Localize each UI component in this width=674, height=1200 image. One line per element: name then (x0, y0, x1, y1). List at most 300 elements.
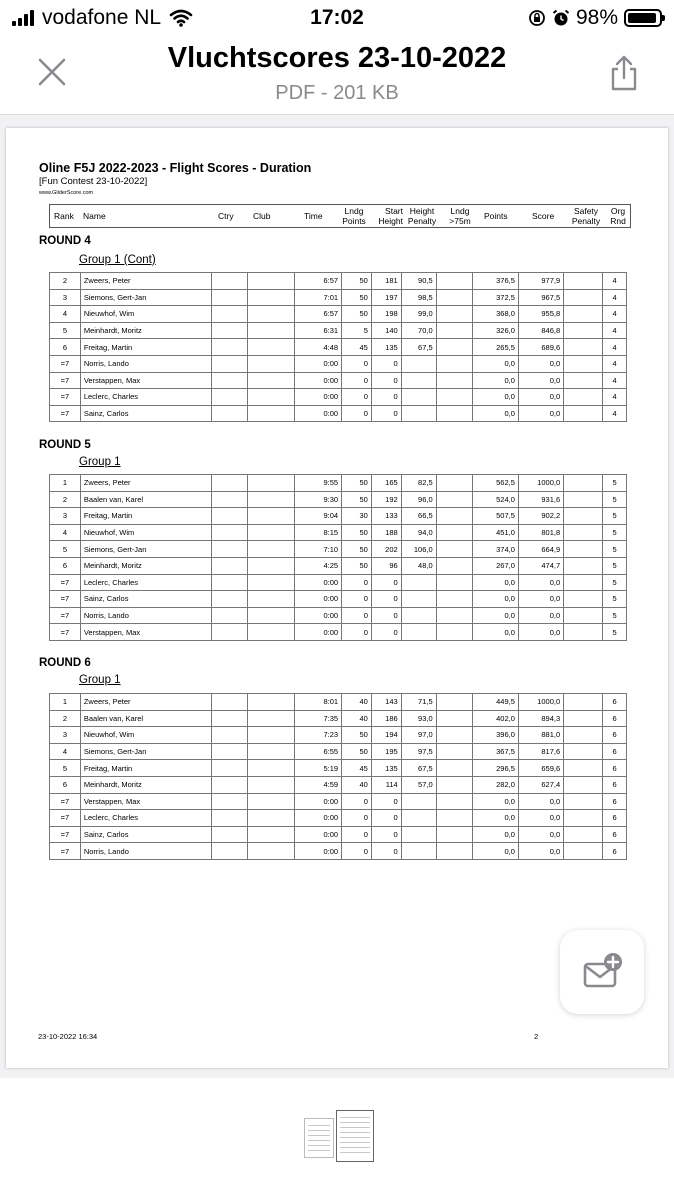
table-cell (248, 322, 294, 339)
table-cell (401, 826, 436, 843)
col-rank: Rank (54, 211, 74, 221)
table-cell (436, 591, 472, 608)
table-cell: 195 (371, 743, 401, 760)
table-cell (564, 372, 603, 389)
table-cell: 0,0 (472, 810, 518, 827)
table-cell: 5 (603, 491, 627, 508)
table-cell (564, 273, 603, 290)
table-row (50, 607, 627, 624)
page-thumbnail-bar (0, 1078, 674, 1200)
table-cell: 0:00 (294, 405, 341, 422)
table-row (50, 760, 627, 777)
round-5-table (49, 474, 627, 641)
table-cell (564, 306, 603, 323)
table-cell: 4:48 (294, 339, 341, 356)
pdf-page (6, 128, 668, 1068)
table-cell (436, 727, 472, 744)
table-cell: 96,0 (401, 491, 436, 508)
table-cell: 40 (342, 694, 372, 711)
table-cell: Norris, Lando (80, 355, 212, 372)
table-row (50, 475, 627, 492)
table-cell: 0 (371, 607, 401, 624)
col-start-height: Start Height (378, 206, 403, 226)
table-cell (436, 743, 472, 760)
table-row (50, 826, 627, 843)
table-cell (212, 624, 248, 641)
table-cell: 0 (371, 810, 401, 827)
table-cell: 5 (50, 760, 81, 777)
table-cell: 0,0 (518, 389, 563, 406)
table-cell: Leclerc, Charles (80, 574, 212, 591)
table-cell: 0 (342, 355, 372, 372)
table-cell: 0:00 (294, 607, 341, 624)
col-club: Club (253, 211, 271, 221)
table-cell: 9:55 (294, 475, 341, 492)
table-cell: Siemons, Gert-Jan (80, 289, 212, 306)
table-cell: Sainz, Carlos (80, 826, 212, 843)
table-cell: 6 (603, 826, 627, 843)
table-cell (564, 694, 603, 711)
table-cell (436, 389, 472, 406)
share-icon[interactable] (608, 54, 640, 92)
table-cell: 197 (371, 289, 401, 306)
table-cell (436, 306, 472, 323)
table-cell: 0,0 (518, 372, 563, 389)
table-cell (248, 776, 294, 793)
table-row (50, 810, 627, 827)
table-row (50, 541, 627, 558)
table-cell: 0 (342, 793, 372, 810)
table-cell: 0,0 (472, 607, 518, 624)
table-cell (564, 475, 603, 492)
table-cell: 0:00 (294, 826, 341, 843)
table-cell (564, 843, 603, 860)
table-cell (436, 322, 472, 339)
table-cell: 4 (603, 389, 627, 406)
table-cell: 0,0 (472, 389, 518, 406)
table-cell: 507,5 (472, 508, 518, 525)
table-cell (564, 541, 603, 558)
table-cell: Baalen van, Karel (80, 710, 212, 727)
table-row (50, 289, 627, 306)
table-cell: Norris, Lando (80, 843, 212, 860)
table-cell: 50 (342, 557, 372, 574)
table-cell: 202 (371, 541, 401, 558)
table-cell (212, 306, 248, 323)
table-cell (212, 793, 248, 810)
table-cell: 846,8 (518, 322, 563, 339)
table-cell (212, 339, 248, 356)
table-cell (212, 322, 248, 339)
table-cell: 6:55 (294, 743, 341, 760)
table-cell: 0,0 (518, 793, 563, 810)
table-cell (436, 760, 472, 777)
group-title: Group 1 (Cont) (79, 254, 156, 266)
table-cell: 0:00 (294, 574, 341, 591)
table-cell: 50 (342, 727, 372, 744)
table-cell: 82,5 (401, 475, 436, 492)
table-cell: 326,0 (472, 322, 518, 339)
table-row (50, 624, 627, 641)
table-cell: 0,0 (472, 793, 518, 810)
table-row (50, 372, 627, 389)
table-cell (212, 355, 248, 372)
markup-button[interactable] (560, 930, 644, 1014)
table-cell (212, 607, 248, 624)
table-cell: 689,6 (518, 339, 563, 356)
table-cell (564, 491, 603, 508)
table-cell: 1 (50, 475, 81, 492)
table-cell: 368,0 (472, 306, 518, 323)
table-row (50, 339, 627, 356)
website: www.GliderScore.com (39, 190, 94, 196)
table-cell: 0,0 (472, 591, 518, 608)
envelope-plus-icon (582, 952, 624, 992)
table-cell (564, 508, 603, 525)
round-4-table (49, 272, 627, 422)
table-cell (248, 710, 294, 727)
table-cell (436, 405, 472, 422)
table-cell: =7 (50, 574, 81, 591)
table-cell: 5 (50, 541, 81, 558)
group-title: Group 1 (79, 674, 121, 686)
col-name: Name (83, 211, 106, 221)
table-cell (248, 591, 294, 608)
table-cell: 376,5 (472, 273, 518, 290)
table-cell (248, 843, 294, 860)
table-cell (564, 524, 603, 541)
table-cell: =7 (50, 355, 81, 372)
table-cell: 0 (371, 843, 401, 860)
table-cell: 265,5 (472, 339, 518, 356)
table-cell (401, 810, 436, 827)
table-cell: 0,0 (518, 624, 563, 641)
table-cell: Nieuwhof, Wim (80, 306, 212, 323)
table-row (50, 355, 627, 372)
table-cell: 6:57 (294, 273, 341, 290)
table-cell (248, 273, 294, 290)
table-cell: 267,0 (472, 557, 518, 574)
table-cell: 4 (603, 289, 627, 306)
table-cell: 133 (371, 508, 401, 525)
table-row (50, 793, 627, 810)
table-cell (212, 826, 248, 843)
table-cell: 0,0 (518, 405, 563, 422)
table-cell (212, 574, 248, 591)
table-row (50, 273, 627, 290)
table-cell (564, 743, 603, 760)
document-title: Vluchtscores 23-10-2022 (167, 42, 507, 74)
table-cell: 192 (371, 491, 401, 508)
battery-icon (624, 9, 662, 27)
table-cell: 402,0 (472, 710, 518, 727)
table-cell: =7 (50, 624, 81, 641)
table-cell (212, 389, 248, 406)
table-cell: 194 (371, 727, 401, 744)
table-cell (436, 694, 472, 711)
table-cell: 0 (342, 372, 372, 389)
table-cell: 0 (342, 574, 372, 591)
table-cell: 6 (603, 760, 627, 777)
table-cell: 0 (371, 405, 401, 422)
table-cell: 50 (342, 273, 372, 290)
table-cell: 801,8 (518, 524, 563, 541)
table-cell: 5:19 (294, 760, 341, 777)
table-cell: 0,0 (472, 624, 518, 641)
table-cell: 94,0 (401, 524, 436, 541)
table-cell (212, 524, 248, 541)
table-cell (248, 289, 294, 306)
table-cell (212, 776, 248, 793)
table-cell: 98,5 (401, 289, 436, 306)
table-cell (564, 322, 603, 339)
status-time: 17:02 (310, 6, 364, 29)
table-cell: 0 (342, 843, 372, 860)
table-cell (436, 524, 472, 541)
table-row (50, 776, 627, 793)
table-cell: 143 (371, 694, 401, 711)
table-cell: 0 (371, 372, 401, 389)
table-cell: 1000,0 (518, 694, 563, 711)
table-cell (212, 694, 248, 711)
table-cell: =7 (50, 607, 81, 624)
table-cell: 5 (603, 508, 627, 525)
table-cell (564, 810, 603, 827)
table-cell: 0 (371, 793, 401, 810)
table-cell (248, 624, 294, 641)
round-title: ROUND 5 (39, 439, 91, 451)
table-cell (436, 624, 472, 641)
table-cell: Baalen van, Karel (80, 491, 212, 508)
table-cell: 135 (371, 760, 401, 777)
table-cell: 0 (371, 389, 401, 406)
table-cell: 6 (50, 557, 81, 574)
table-cell: 0,0 (472, 843, 518, 860)
table-cell: 0:00 (294, 372, 341, 389)
table-cell (401, 591, 436, 608)
col-lndg-points: Lndg Points (342, 206, 366, 226)
table-cell: Freitag, Martin (80, 508, 212, 525)
table-cell: 955,8 (518, 306, 563, 323)
table-cell: 50 (342, 524, 372, 541)
table-cell: 99,0 (401, 306, 436, 323)
col-ctry: Ctry (218, 211, 234, 221)
table-cell: 45 (342, 339, 372, 356)
table-cell (401, 389, 436, 406)
table-cell: 97,5 (401, 743, 436, 760)
table-cell: 4 (603, 322, 627, 339)
col-lndg-75m: Lndg >75m (449, 206, 471, 226)
table-cell: 449,5 (472, 694, 518, 711)
table-cell: =7 (50, 826, 81, 843)
table-cell (436, 339, 472, 356)
table-cell: 0,0 (518, 810, 563, 827)
table-cell: 6 (603, 710, 627, 727)
table-row (50, 405, 627, 422)
table-cell (401, 793, 436, 810)
table-row (50, 710, 627, 727)
table-cell (212, 810, 248, 827)
table-cell: 0:00 (294, 843, 341, 860)
table-cell: 96 (371, 557, 401, 574)
table-row (50, 322, 627, 339)
table-cell (436, 793, 472, 810)
table-cell: 50 (342, 475, 372, 492)
table-cell: 474,7 (518, 557, 563, 574)
table-cell (436, 810, 472, 827)
table-cell: 93,0 (401, 710, 436, 727)
table-cell: 30 (342, 508, 372, 525)
table-cell: 7:01 (294, 289, 341, 306)
table-cell: 6 (603, 694, 627, 711)
table-cell: 67,5 (401, 760, 436, 777)
table-cell: =7 (50, 591, 81, 608)
table-cell: 0 (342, 607, 372, 624)
table-cell (248, 508, 294, 525)
table-cell: 894,3 (518, 710, 563, 727)
table-cell: Meinhardt, Moritz (80, 776, 212, 793)
table-cell: 282,0 (472, 776, 518, 793)
table-cell: 9:04 (294, 508, 341, 525)
table-cell (212, 289, 248, 306)
table-cell: 4 (50, 524, 81, 541)
table-cell: Verstappen, Max (80, 624, 212, 641)
table-cell: =7 (50, 372, 81, 389)
table-cell: 4 (50, 306, 81, 323)
table-cell (212, 491, 248, 508)
table-cell: 66,5 (401, 508, 436, 525)
table-cell: 0 (371, 355, 401, 372)
scores-title: Oline F5J 2022-2023 - Flight Scores - Duration (39, 161, 312, 175)
table-cell: 524,0 (472, 491, 518, 508)
table-cell (436, 541, 472, 558)
table-row (50, 306, 627, 323)
table-cell: 181 (371, 273, 401, 290)
table-cell: 40 (342, 776, 372, 793)
table-cell (248, 372, 294, 389)
table-cell (564, 793, 603, 810)
table-cell: 367,5 (472, 743, 518, 760)
table-cell (564, 389, 603, 406)
table-cell (436, 557, 472, 574)
table-cell: 0,0 (472, 355, 518, 372)
table-cell (564, 776, 603, 793)
table-cell (436, 491, 472, 508)
table-cell (436, 355, 472, 372)
table-cell: 5 (603, 524, 627, 541)
table-cell: 0,0 (472, 405, 518, 422)
table-cell: 0,0 (518, 826, 563, 843)
table-cell (212, 273, 248, 290)
table-cell: 0:00 (294, 355, 341, 372)
table-cell (401, 843, 436, 860)
table-cell: 0:00 (294, 624, 341, 641)
col-time: Time (304, 211, 323, 221)
table-cell: 0:00 (294, 810, 341, 827)
table-cell: 6 (50, 776, 81, 793)
table-cell (248, 355, 294, 372)
page-thumbnail[interactable] (304, 1118, 334, 1158)
page-thumbnail-selected[interactable] (336, 1110, 374, 1162)
table-cell: 5 (50, 322, 81, 339)
table-cell (248, 826, 294, 843)
table-cell: Zweers, Peter (80, 273, 212, 290)
table-row (50, 743, 627, 760)
table-row (50, 727, 627, 744)
file-info: PDF - 201 KB (275, 82, 399, 104)
column-header (49, 204, 631, 228)
table-cell (436, 826, 472, 843)
table-cell: 5 (603, 557, 627, 574)
table-cell: 45 (342, 760, 372, 777)
table-cell: 67,5 (401, 339, 436, 356)
table-cell: 1000,0 (518, 475, 563, 492)
table-cell (212, 405, 248, 422)
table-cell: 7:35 (294, 710, 341, 727)
table-cell (212, 760, 248, 777)
table-cell (248, 524, 294, 541)
table-cell (564, 760, 603, 777)
table-cell: 931,6 (518, 491, 563, 508)
table-cell: 188 (371, 524, 401, 541)
table-cell (401, 607, 436, 624)
table-cell: Siemons, Gert-Jan (80, 743, 212, 760)
table-cell: 5 (603, 541, 627, 558)
table-cell (248, 793, 294, 810)
group-title: Group 1 (79, 456, 121, 468)
table-cell (401, 624, 436, 641)
table-cell (212, 557, 248, 574)
table-cell (564, 574, 603, 591)
table-cell: 664,9 (518, 541, 563, 558)
table-cell (564, 727, 603, 744)
table-cell: 0 (342, 810, 372, 827)
alarm-icon (552, 9, 570, 27)
table-cell: 4 (603, 306, 627, 323)
table-cell: 0 (371, 826, 401, 843)
table-cell: 50 (342, 541, 372, 558)
table-cell: 0 (342, 591, 372, 608)
table-cell: 50 (342, 491, 372, 508)
table-cell: =7 (50, 843, 81, 860)
table-cell: 4:25 (294, 557, 341, 574)
table-cell (212, 727, 248, 744)
table-cell: 817,6 (518, 743, 563, 760)
table-cell: 71,5 (401, 694, 436, 711)
table-cell: 50 (342, 743, 372, 760)
table-cell: 4 (603, 339, 627, 356)
table-cell: 6 (603, 743, 627, 760)
table-cell: 4 (603, 405, 627, 422)
table-cell (248, 574, 294, 591)
table-cell (564, 339, 603, 356)
table-row (50, 524, 627, 541)
round-title: ROUND 4 (39, 235, 91, 247)
table-cell: 6 (603, 843, 627, 860)
table-cell (564, 355, 603, 372)
round-title: ROUND 6 (39, 657, 91, 669)
table-cell (401, 405, 436, 422)
table-cell: 57,0 (401, 776, 436, 793)
table-cell: 372,5 (472, 289, 518, 306)
table-cell (212, 591, 248, 608)
table-row (50, 491, 627, 508)
table-cell: 0:00 (294, 591, 341, 608)
table-cell: 0,0 (472, 826, 518, 843)
table-cell: 627,4 (518, 776, 563, 793)
table-cell (248, 694, 294, 711)
table-cell: 135 (371, 339, 401, 356)
